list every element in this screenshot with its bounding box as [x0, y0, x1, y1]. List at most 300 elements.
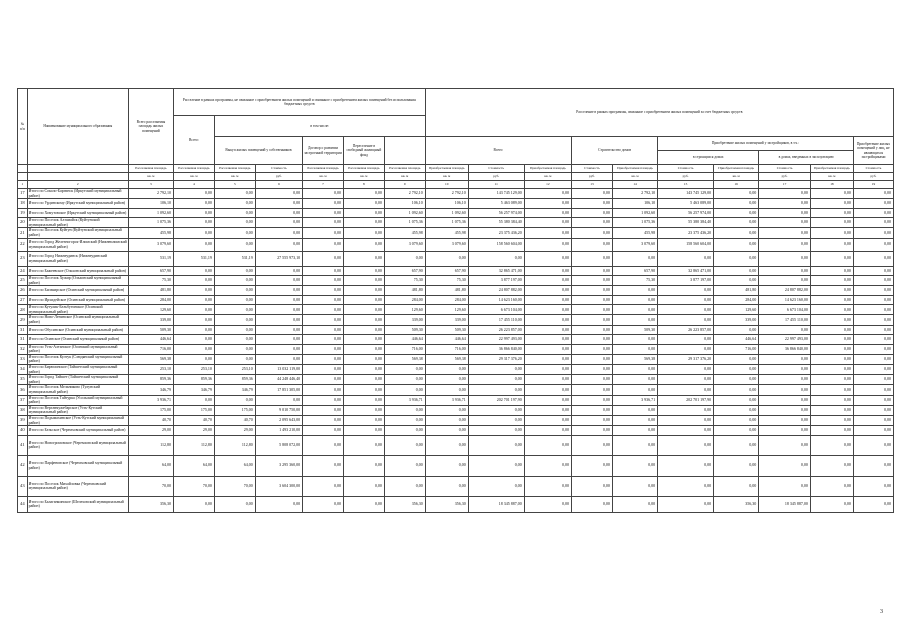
table-row [18, 238, 894, 251]
row-number: 40 [18, 426, 28, 436]
row-number: 24 [18, 266, 28, 276]
value-cell: 455,98 [425, 228, 468, 238]
value-cell: 0,00 [810, 344, 853, 354]
value-cell: 0,00 [255, 286, 302, 296]
row-number: 34 [18, 365, 28, 375]
value-cell: 0,00 [255, 344, 302, 354]
value-cell: 1 075,36 [612, 218, 657, 228]
header-total-area: Всего расселяемая площадь жилых помещений [128, 89, 173, 165]
value-cell: 0,00 [425, 435, 468, 455]
value-cell: 0,00 [658, 251, 714, 266]
value-cell: 481,80 [384, 286, 425, 296]
value-cell: 75,30 [384, 276, 425, 286]
row-number: 43 [18, 476, 28, 496]
value-cell: 0,00 [303, 476, 344, 496]
value-cell: 0,00 [303, 375, 344, 385]
value-cell: 0,00 [214, 208, 255, 218]
value-cell: 0,00 [255, 228, 302, 238]
value-cell: 0,00 [174, 354, 215, 364]
value-cell: 36 866 840,00 [468, 344, 524, 354]
header-incl: в том числе: [214, 116, 425, 137]
value-cell: 0,00 [255, 208, 302, 218]
header-free-fund: Переселение в свободный жилищный фонд [343, 137, 384, 165]
value-cell: 455,98 [128, 228, 173, 238]
value-cell: 0,00 [853, 315, 893, 325]
row-number: 22 [18, 238, 28, 251]
value-cell: 0,00 [759, 325, 811, 335]
table-row [18, 315, 894, 325]
value-cell: 0,00 [810, 295, 853, 305]
value-cell: 446,64 [714, 335, 759, 345]
value-cell: 1 092,60 [128, 208, 173, 218]
table-row [18, 276, 894, 286]
value-cell: 0,00 [214, 286, 255, 296]
header-total: Всего: [174, 116, 215, 165]
value-cell: 0,00 [524, 455, 571, 476]
value-cell: 0,00 [214, 189, 255, 199]
value-cell: 29 317 376,20 [658, 354, 714, 364]
municipality-name: Итого по Бильчирское (Осинский муниципальный район) [27, 286, 128, 296]
unit-cell: руб. [572, 173, 613, 181]
value-cell: 0,00 [612, 286, 657, 296]
value-cell: 36 866 840,00 [759, 344, 811, 354]
value-cell: 17 851 305,00 [255, 385, 302, 395]
value-cell: 0,00 [612, 335, 657, 345]
municipality-name: Итого по Город Железногорск-Илимский (Нижнеилимский муниципальный район) [27, 238, 128, 251]
column-number: 3 [128, 181, 173, 189]
value-cell: 0,00 [853, 405, 893, 415]
value-cell: 0,00 [572, 365, 613, 375]
value-cell: 0,00 [343, 395, 384, 405]
value-cell: 0,00 [343, 208, 384, 218]
value-cell: 0,00 [174, 395, 215, 405]
value-cell: 0,00 [524, 208, 571, 218]
value-cell: 0,00 [612, 426, 657, 436]
value-cell: 0,00 [384, 415, 425, 425]
value-cell: 0,00 [714, 426, 759, 436]
row-number: 38 [18, 405, 28, 415]
value-cell: 0,00 [612, 295, 657, 305]
table-row [18, 415, 894, 425]
header-group-non-budget: Расселение в рамках программы, не связанное с приобретением жилых помещений и связанное с приобретением жилых помещений без использования бюджетных средств [174, 89, 426, 116]
value-cell: 0,00 [255, 496, 302, 513]
value-cell: 0,00 [174, 295, 215, 305]
value-cell: 0,00 [612, 385, 657, 395]
municipality-name: Итого по Усть-Алтанское (Осинский муниципальный район) [27, 344, 128, 354]
table-row [18, 375, 894, 385]
value-cell: 0,00 [343, 189, 384, 199]
value-cell: 0,00 [524, 251, 571, 266]
value-cell: 0,00 [572, 476, 613, 496]
value-cell: 0,00 [303, 251, 344, 266]
value-cell: 0,00 [853, 325, 893, 335]
value-cell: 0,00 [303, 266, 344, 276]
value-cell: 0,00 [572, 426, 613, 436]
value-cell: 0,00 [810, 315, 853, 325]
value-cell: 0,00 [853, 305, 893, 315]
value-cell: 202 701 197,90 [658, 395, 714, 405]
value-cell: 0,00 [572, 276, 613, 286]
row-number: 39 [18, 415, 28, 425]
value-cell: 0,00 [853, 228, 893, 238]
value-cell: 0,00 [714, 354, 759, 364]
value-cell: 22 997 493,00 [468, 335, 524, 345]
column-number: 9 [384, 181, 425, 189]
value-cell: 0,00 [303, 354, 344, 364]
value-cell: 0,00 [174, 208, 215, 218]
municipality-name: Итого по Бажеевское (Ольхонский муниципальный район) [27, 266, 128, 276]
value-cell: 0,00 [853, 435, 893, 455]
value-cell: 0,00 [214, 218, 255, 228]
value-cell: 0,00 [174, 276, 215, 286]
header-num: № п/п [18, 89, 28, 165]
value-cell: 0,00 [810, 415, 853, 425]
units-row [18, 173, 894, 181]
table-row [18, 325, 894, 335]
value-cell: 716,00 [384, 344, 425, 354]
value-cell: 0,00 [343, 238, 384, 251]
value-cell: 481,80 [714, 286, 759, 296]
value-cell: 0,00 [174, 344, 215, 354]
value-cell: 0,00 [303, 199, 344, 209]
header-reset-area: Расселяемая площадь [384, 165, 425, 173]
value-cell: 3 877 197,00 [658, 276, 714, 286]
column-number: 2 [27, 181, 128, 189]
value-cell: 0,00 [658, 305, 714, 315]
value-cell: 0,00 [572, 385, 613, 395]
table-row [18, 435, 894, 455]
header-construction: Строительство домов [572, 137, 658, 165]
value-cell: 356,30 [128, 496, 173, 513]
value-cell: 0,00 [425, 426, 468, 436]
value-cell: 0,00 [214, 305, 255, 315]
value-cell: 0,00 [524, 325, 571, 335]
municipality-name: Итого по Город Нижнеудинск (Нижнеудинский муниципальный район) [27, 251, 128, 266]
value-cell: 0,00 [572, 405, 613, 415]
value-cell: 0,00 [524, 218, 571, 228]
value-cell: 0,00 [759, 385, 811, 395]
value-cell: 0,00 [343, 405, 384, 415]
value-cell: 0,00 [714, 208, 759, 218]
value-cell: 356,30 [714, 496, 759, 513]
value-cell: 0,00 [255, 395, 302, 405]
value-cell: 0,00 [853, 238, 893, 251]
value-cell: 29 317 376,20 [468, 354, 524, 364]
header-reset-area: Расселяемая площадь [303, 165, 344, 173]
value-cell: 0,00 [810, 208, 853, 218]
row-number: 23 [18, 251, 28, 266]
value-cell: 0,00 [759, 189, 811, 199]
value-cell: 32 865 471,00 [468, 266, 524, 276]
value-cell: 0,00 [174, 286, 215, 296]
value-cell: 0,00 [572, 189, 613, 199]
value-cell: 0,00 [658, 315, 714, 325]
value-cell: 0,00 [468, 426, 524, 436]
value-cell: 0,00 [255, 354, 302, 364]
value-cell: 339,00 [128, 315, 173, 325]
value-cell: 106,10 [384, 199, 425, 209]
value-cell: 106,10 [128, 199, 173, 209]
table-row [18, 286, 894, 296]
row-number: 19 [18, 208, 28, 218]
value-cell: 0,00 [524, 286, 571, 296]
value-cell: 0,00 [759, 276, 811, 286]
value-cell: 0,00 [303, 344, 344, 354]
value-cell: 0,00 [853, 496, 893, 513]
value-cell: 0,00 [759, 455, 811, 476]
table-row [18, 455, 894, 476]
value-cell: 0,00 [759, 435, 811, 455]
value-cell: 284,00 [425, 295, 468, 305]
unit-cell: руб. [759, 173, 811, 181]
row-number: 29 [18, 315, 28, 325]
value-cell: 0,00 [612, 476, 657, 496]
value-cell: 70,00 [174, 476, 215, 496]
value-cell: 0,00 [214, 325, 255, 335]
value-cell: 0,00 [174, 496, 215, 513]
value-cell: 0,00 [612, 496, 657, 513]
value-cell: 0,00 [303, 238, 344, 251]
value-cell: 0,00 [612, 415, 657, 425]
value-cell: 0,00 [468, 415, 524, 425]
value-cell: 0,00 [810, 496, 853, 513]
value-cell: 2 792,10 [612, 189, 657, 199]
value-cell: 75,30 [612, 276, 657, 286]
municipality-name: Итого по Поселок Мельниково (Тулунский муниципальный район) [27, 385, 128, 395]
value-cell: 0,00 [343, 218, 384, 228]
row-number: 27 [18, 295, 28, 305]
value-cell: 56 257 974,00 [658, 208, 714, 218]
row-number: 21 [18, 228, 28, 238]
value-cell: 0,00 [658, 286, 714, 296]
value-cell: 129,60 [425, 305, 468, 315]
value-cell: 55 380 384,40 [468, 218, 524, 228]
value-cell: 0,00 [572, 251, 613, 266]
value-cell: 0,00 [524, 496, 571, 513]
value-cell: 129,60 [128, 305, 173, 315]
value-cell: 0,00 [853, 476, 893, 496]
value-cell: 657,90 [384, 266, 425, 276]
table-row [18, 344, 894, 354]
unit-cell: руб. [468, 173, 524, 181]
value-cell: 446,64 [425, 335, 468, 345]
value-cell: 356,30 [425, 496, 468, 513]
row-number: 25 [18, 276, 28, 286]
value-cell: 0,00 [255, 238, 302, 251]
value-cell: 3 936,71 [384, 395, 425, 405]
value-cell: 22 997 493,00 [759, 335, 811, 345]
value-cell: 0,00 [303, 286, 344, 296]
value-cell: 0,00 [214, 228, 255, 238]
value-cell: 27 555 973,10 [255, 251, 302, 266]
value-cell: 0,00 [572, 199, 613, 209]
value-cell: 0,00 [214, 276, 255, 286]
table-body [18, 189, 894, 513]
header-in-commissioned: в домах, введенных в эксплуатацию [759, 151, 854, 165]
header-acquired-area: Приобретаемая площадь [810, 165, 853, 173]
header-reset-area: Расселяемая площадь [214, 165, 255, 173]
value-cell: 0,00 [759, 365, 811, 375]
value-cell: 1 075,36 [128, 218, 173, 228]
value-cell: 0,00 [343, 365, 384, 375]
unit-cell: кв. м [343, 173, 384, 181]
value-cell: 0,00 [524, 199, 571, 209]
header-acquired-area: Приобретаемая площадь [524, 165, 571, 173]
value-cell: 2 792,10 [425, 189, 468, 199]
value-cell: 0,00 [214, 354, 255, 364]
header-buyout: Выкуп жилых помещений у собственников [214, 137, 302, 165]
value-cell: 158 560 604,00 [468, 238, 524, 251]
unit-cell: кв. м [524, 173, 571, 181]
value-cell: 0,00 [303, 295, 344, 305]
value-cell: 0,00 [853, 426, 893, 436]
value-cell: 75,30 [128, 276, 173, 286]
value-cell: 0,00 [853, 266, 893, 276]
value-cell: 5 808 072,00 [255, 435, 302, 455]
value-cell: 24 807 882,00 [759, 286, 811, 296]
value-cell: 657,90 [128, 266, 173, 276]
value-cell: 0,00 [658, 295, 714, 305]
municipality-name: Итого по Хомутовское (Иркутский муниципальный район) [27, 208, 128, 218]
value-cell: 455,98 [612, 228, 657, 238]
value-cell: 0,00 [572, 415, 613, 425]
value-cell: 17 455 110,00 [759, 315, 811, 325]
value-cell: 0,00 [572, 286, 613, 296]
value-cell: 0,00 [303, 335, 344, 345]
value-cell: 0,00 [810, 335, 853, 345]
table-row [18, 354, 894, 364]
row-number: 31 [18, 335, 28, 345]
value-cell: 0,00 [255, 315, 302, 325]
header-acquired-area: Приобретаемая площадь [714, 165, 759, 173]
value-cell: 0,00 [714, 251, 759, 266]
value-cell: 17 455 110,00 [468, 315, 524, 325]
value-cell: 0,00 [303, 189, 344, 199]
value-cell: 0,00 [810, 405, 853, 415]
value-cell: 0,00 [174, 266, 215, 276]
value-cell: 446,64 [128, 335, 173, 345]
value-cell: 716,00 [425, 344, 468, 354]
value-cell: 0,00 [714, 325, 759, 335]
column-number: 18 [810, 181, 853, 189]
value-cell: 1 075,36 [425, 218, 468, 228]
column-number: 11 [468, 181, 524, 189]
value-cell: 0,00 [572, 455, 613, 476]
unit-cell: кв. м [303, 173, 344, 181]
value-cell: 0,00 [468, 435, 524, 455]
value-cell: 64,00 [128, 455, 173, 476]
value-cell: 0,00 [343, 276, 384, 286]
value-cell: 716,00 [128, 344, 173, 354]
value-cell: 0,00 [853, 375, 893, 385]
column-number: 19 [853, 181, 893, 189]
value-cell: 3 604 300,00 [255, 476, 302, 496]
value-cell: 18 345 887,00 [468, 496, 524, 513]
value-cell: 0,00 [384, 476, 425, 496]
row-number: 18 [18, 199, 28, 209]
value-cell: 0,00 [255, 325, 302, 335]
value-cell: 0,00 [524, 276, 571, 286]
value-cell: 70,00 [128, 476, 173, 496]
value-cell: 29,00 [174, 426, 215, 436]
value-cell: 0,00 [524, 395, 571, 405]
value-cell: 0,00 [524, 426, 571, 436]
value-cell: 24 807 882,00 [468, 286, 524, 296]
header-reset-area: Расселяемая площадь [128, 165, 173, 173]
value-cell: 0,00 [714, 276, 759, 286]
value-cell: 0,00 [714, 455, 759, 476]
value-cell: 0,00 [810, 218, 853, 228]
value-cell: 0,00 [524, 435, 571, 455]
table-row [18, 228, 894, 238]
table-row [18, 208, 894, 218]
value-cell: 0,00 [303, 365, 344, 375]
value-cell: 0,00 [425, 455, 468, 476]
header-group-budget: Расселение в рамках программы, связанное с приобретением жилых помещений за счет бюджетных средств [425, 89, 893, 137]
value-cell: 0,00 [524, 189, 571, 199]
column-number: 17 [759, 181, 811, 189]
row-number: 41 [18, 435, 28, 455]
value-cell: 0,00 [524, 365, 571, 375]
value-cell: 0,00 [384, 405, 425, 415]
value-cell: 0,00 [468, 251, 524, 266]
value-cell: 0,00 [612, 435, 657, 455]
value-cell: 253,10 [174, 365, 215, 375]
value-cell: 0,00 [853, 415, 893, 425]
value-cell: 509,30 [384, 325, 425, 335]
value-cell: 0,00 [759, 251, 811, 266]
value-cell: 0,00 [174, 325, 215, 335]
value-cell: 0,00 [572, 344, 613, 354]
value-cell: 29,00 [214, 426, 255, 436]
value-cell: 0,00 [810, 354, 853, 364]
value-cell: 0,00 [214, 315, 255, 325]
value-cell: 0,00 [343, 295, 384, 305]
column-number: 13 [572, 181, 613, 189]
unit-cell: кв. м [128, 173, 173, 181]
value-cell: 56 257 974,00 [468, 208, 524, 218]
value-cell: 0,00 [658, 385, 714, 395]
unit-cell: руб. [853, 173, 893, 181]
row-number: 37 [18, 395, 28, 405]
value-cell: 0,00 [572, 335, 613, 345]
value-cell: 0,00 [524, 335, 571, 345]
value-cell: 2 792,10 [384, 189, 425, 199]
value-cell: 0,00 [425, 385, 468, 395]
column-number: 16 [714, 181, 759, 189]
value-cell: 0,00 [255, 199, 302, 209]
value-cell: 3 936,71 [425, 395, 468, 405]
value-cell: 0,00 [524, 266, 571, 276]
value-cell: 0,00 [524, 476, 571, 496]
value-cell: 859,36 [174, 375, 215, 385]
value-cell: 112,80 [128, 435, 173, 455]
value-cell: 0,00 [810, 476, 853, 496]
value-cell: 0,00 [214, 395, 255, 405]
value-cell: 0,00 [853, 189, 893, 199]
column-number: 8 [343, 181, 384, 189]
value-cell: 0,00 [759, 375, 811, 385]
value-cell: 0,00 [303, 435, 344, 455]
value-cell: 64,00 [214, 455, 255, 476]
value-cell: 0,00 [343, 435, 384, 455]
column-number: 15 [658, 181, 714, 189]
municipality-name: Итого по Обусинское (Осинский муниципальный район) [27, 325, 128, 335]
header-acquired-area: Приобретаемая площадь [425, 165, 468, 173]
value-cell: 0,00 [759, 238, 811, 251]
value-cell: 0,00 [343, 354, 384, 364]
value-cell: 0,00 [810, 228, 853, 238]
